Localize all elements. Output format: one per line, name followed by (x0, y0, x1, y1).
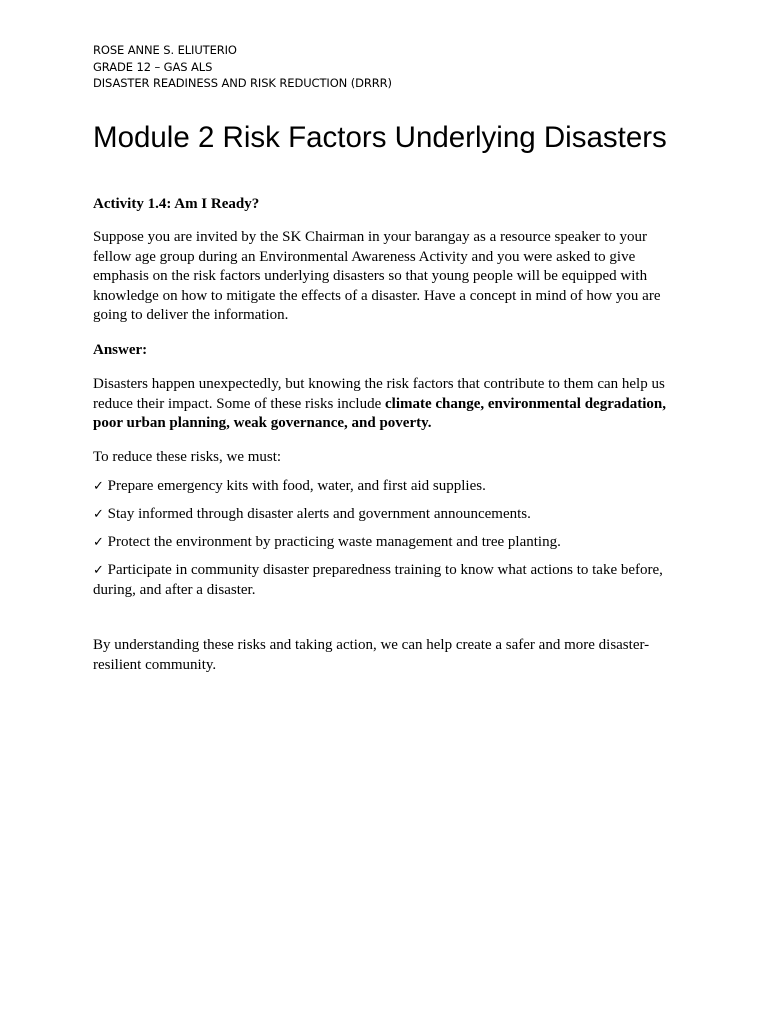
checklist-item-text: Participate in community disaster preparedness training to know what actions to take before, during, and after a disaster. (93, 562, 663, 598)
closing-statement: By understanding these risks and taking action, we can help create a safer and more disaster-resilient community. (93, 637, 650, 673)
checkmark-icon: ✓ (93, 563, 104, 578)
checkmark-icon: ✓ (93, 479, 104, 494)
student-name: ROSE ANNE S. ELIUTERIO (93, 43, 237, 57)
risk-factors-emphasis: climate change, environmental degradation, poor urban planning, weak governance, and poverty. (93, 395, 666, 431)
subject-name: DISASTER READINESS AND RISK REDUCTION (DRRR) (93, 76, 392, 90)
checklist-item (93, 477, 678, 497)
checkmark-icon: ✓ (93, 535, 104, 550)
checklist-item (93, 561, 678, 600)
document-header (93, 42, 678, 92)
module-title: Module 2 Risk Factors Underlying Disasters (93, 120, 667, 154)
grade-level: GRADE 12 – GAS ALS (93, 59, 213, 74)
answer-intro (93, 375, 678, 434)
checklist-item-text: Protect the environment by practicing waste management and tree planting. (107, 534, 561, 550)
activity-prompt: Suppose you are invited by the SK Chairman in your barangay as a resource speaker to your fellow age group during an Environmental Awareness Activity and you were asked to give emphasis on the risk factors underlying disasters so that young people will be equipped with knowledge on how to mitigate the effects of a disaster. Have a concept in mind of how you are going to deliver the information. (93, 229, 661, 323)
answer-intro-text: Disasters happen unexpectedly, but knowing the risk factors that contribute to them can help us reduce their impact. Some of these risks include (93, 376, 665, 412)
checklist-item (93, 533, 678, 553)
checklist-item-text: Prepare emergency kits with food, water, and first aid supplies. (107, 478, 486, 494)
checklist-item (93, 505, 678, 525)
document-page (93, 42, 678, 675)
action-checklist (93, 477, 678, 600)
activity-title: Activity 1.4: Am I Ready? (93, 195, 260, 212)
checklist-item-text: Stay informed through disaster alerts and government announcements. (107, 506, 531, 522)
checkmark-icon: ✓ (93, 507, 104, 522)
reduce-lead: To reduce these risks, we must: (93, 448, 282, 465)
answer-label: Answer: (93, 341, 148, 358)
